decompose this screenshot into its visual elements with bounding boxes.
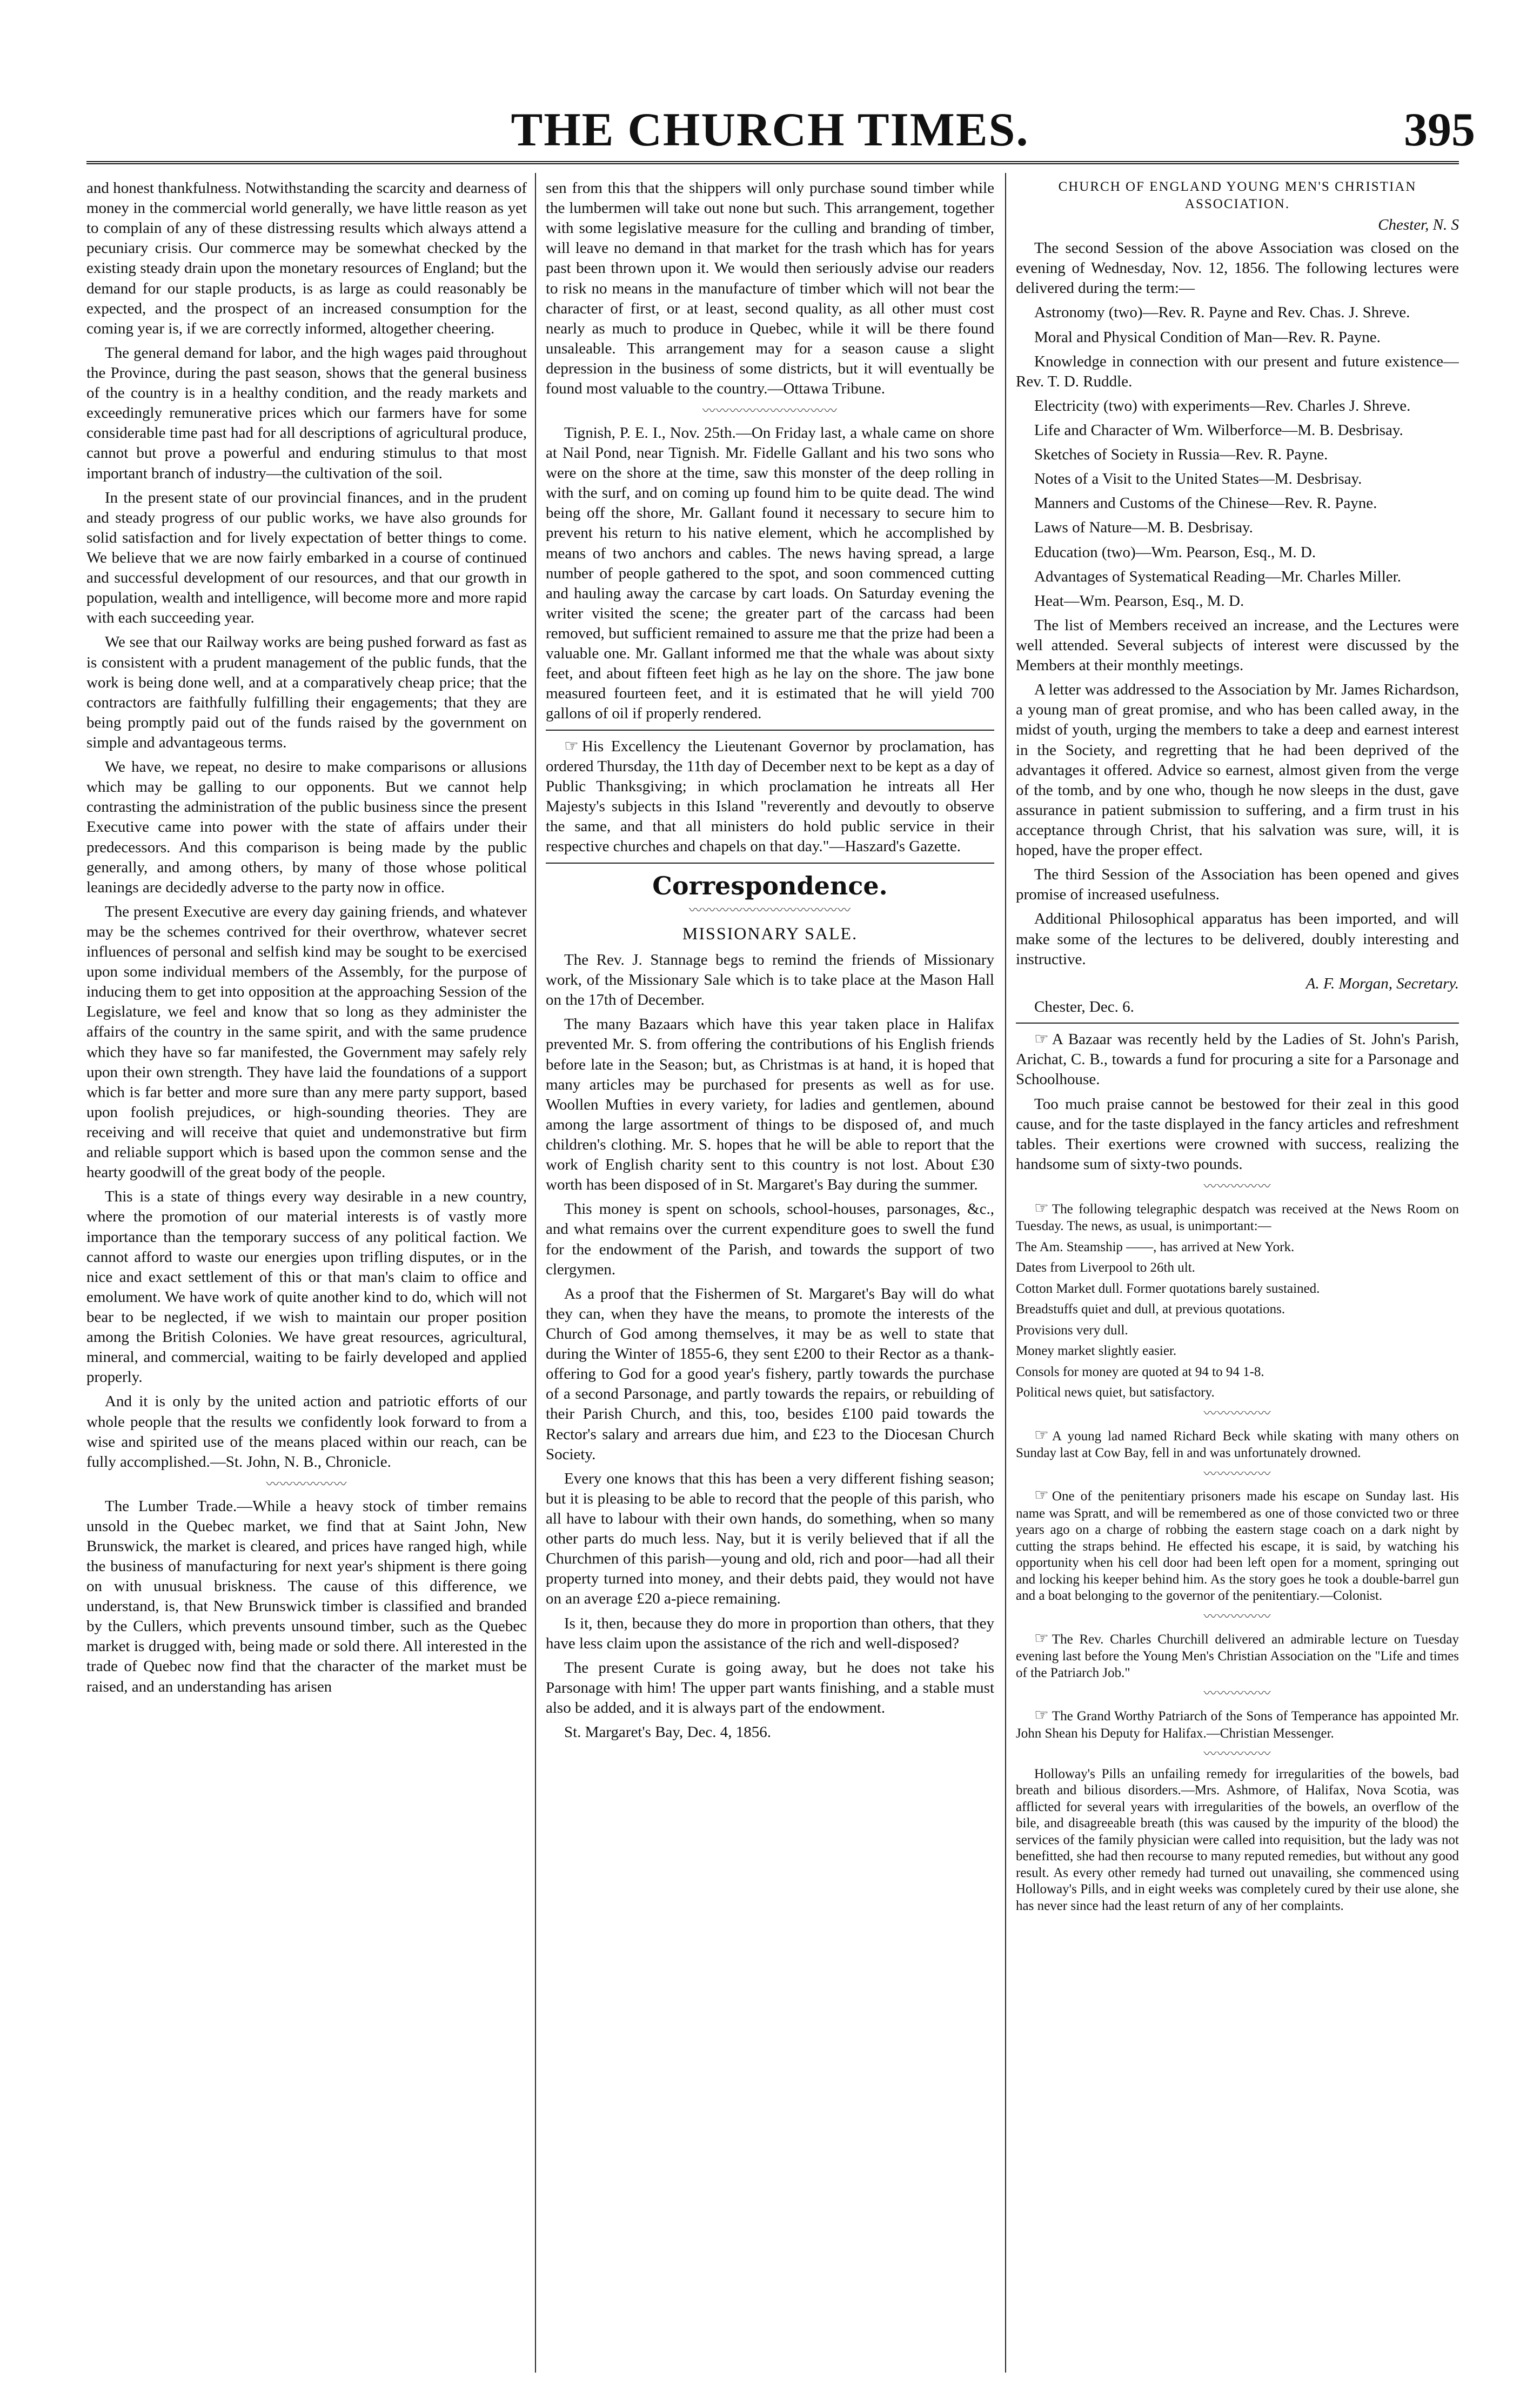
lecture-item: Sketches of Society in Russia—Rev. R. Payne. bbox=[1034, 446, 1328, 464]
signature: A. F. Morgan, Secretary. bbox=[1305, 974, 1459, 992]
article-heading: MISSIONARY SALE. bbox=[682, 924, 858, 944]
article-paragraph: The third Session of the Association has been opened and gives promise of increased usefulness. bbox=[1016, 866, 1459, 904]
article-paragraph: This money is spent on schools, school-houses, parsonages, &c., and what remains over the current expenditure goes to swell the fund for the endowment of the Parish, and towards the support of two clergymen. bbox=[546, 1200, 994, 1278]
article-text: The Rev. Charles Churchill delivered an admirable lecture on Tuesday evening last before the Young Men's Christian Association on the "Life and times of the Patriarch Job." bbox=[1016, 1632, 1459, 1680]
article-text: His Excellency the Lieutenant Governor by proclamation, has ordered Thursday, the 11th day of December next to be kept as a day of Public Thanksgiving; in which proclamation he intreats all Her Majesty's subjects in this Island "reverently and devoutly to observe the same, and that all ministers do hold public service in their respective churches and chapels on that day."—Haszard's Gazette. bbox=[546, 737, 994, 856]
header-rule bbox=[86, 161, 1459, 168]
section-title: Correspondence. bbox=[652, 871, 888, 900]
lecture-item: Manners and Customs of the Chinese—Rev. R. Payne. bbox=[1034, 495, 1377, 512]
news-briefs bbox=[1016, 1199, 1459, 1915]
article-paragraph bbox=[1016, 1706, 1459, 1742]
pointing-hand-icon: ☞ bbox=[1034, 1629, 1049, 1647]
article-paragraph: Is it, then, because they do more in proportion than others, that they have less claim upon the assistance of the rich and well-disposed? bbox=[546, 1614, 994, 1652]
divider-rule bbox=[1016, 1023, 1459, 1024]
article-heading: ASSOCIATION. bbox=[1184, 197, 1290, 211]
column-right bbox=[1016, 178, 1459, 2373]
article-paragraph: The general demand for labor, and the high wages paid throughout the Province, during the past season, shows that the general business of the country is in a healthy condition, and the ready markets and exceedingly remunerative prices which our farmers have for some considerable time past had for all descriptions of agricultural produce, cannot but prove a powerful and enduring stimulus to that most important branch of industry—the cultivation of the soil. bbox=[86, 344, 527, 482]
column-left bbox=[86, 178, 527, 2373]
news-line: Political news quiet, but satisfactory. bbox=[1016, 1385, 1215, 1400]
article-paragraph: The present Executive are every day gaining friends, and whatever may be the schemes contrived for their overthrow, whatever secret influences of personal and selfish kind may be sought to be exercised upon some individual members of the Assembly, for the purpose of inducing them to get into opposition at the approaching Session of the Legislature, we feel and know that so long as they administer the affairs of the country in the same spirit, and with the same prudence which they have so far manifested, the Government may safely rely upon their own strength. They have laid the foundations of a support which is far better and more sure than any mere party support, based upon foolish prejudices, or high-sounding theories. They are receiving and will receive that quiet and undemonstrative but firm and reliable support which is based upon the common sense and the hearty goodwill of the great body of the people. bbox=[86, 903, 527, 1181]
wavy-divider: 〰〰〰〰〰〰 bbox=[266, 1477, 347, 1492]
lecture-item: Moral and Physical Condition of Man—Rev. R. Payne. bbox=[1034, 328, 1381, 346]
article-text: One of the penitentiary prisoners made his escape on Sunday last. His name was Spratt, and will be remembered as one of those convicted two or three years ago on a charge of robbing the eastern stage coach on a dark night by cutting the straps behind. He effected his escape, it is said, by watching his opportunity when his cell door had been left open for a moment, springing out and locking his keeper behind him. As the story goes he took a double-barrel gun and a boat belonging to the governor of the penitentiary.—Colonist. bbox=[1016, 1489, 1459, 1604]
article-paragraph: Tignish, P. E. I., Nov. 25th.—On Friday last, a whale came on shore at Nail Pond, near Tignish. Mr. Fidelle Gallant and his two sons who were on the shore at the time, saw this monster of the deep rolling in with the surf, and on coming up found him to be quite dead. The wind being off the shore, Mr. Gallant found it necessary to secure him to prevent his return to his native element, which he accomplished by means of two anchors and cables. The news having spread, a large number of people gathered to the spot, and soon commenced cutting and hauling away the carcase by cart loads. On Saturday evening the writer visited the scene; the greater part of the carcass had been removed, but sufficient remained to assure me that the prize had been a valuable one. Mr. Gallant informed me that the whale was about sixty feet, and about fifteen feet high as he lay on the shore. The jaw bone measured fourteen feet, and it is estimated that he will yield 700 gallons of oil if properly rendered. bbox=[546, 424, 994, 723]
lecture-item: Electricity (two) with experiments—Rev. Charles J. Shreve. bbox=[1034, 397, 1411, 415]
article-paragraph: A letter was addressed to the Association by Mr. James Richardson, a young man of great promise, and who has been called away, in the midst of youth, urging the members to take a deep and earnest interest in the Society, and regretting that he had been deprived of the advantages it offered. Advice so earnest, almost given from the verge of the tomb, and by one who, though he now sleeps in the dust, gave assurance in patient submission to suffering, and a firm trust in his acceptance through Christ, that his salvation was sure, will, it is hoped, have the proper effect. bbox=[1016, 681, 1459, 859]
lecture-item: Education (two)—Wm. Pearson, Esq., M. D. bbox=[1034, 543, 1316, 561]
news-line: Dates from Liverpool to 26th ult. bbox=[1016, 1260, 1195, 1275]
wavy-divider: 〰〰〰〰〰〰〰〰〰〰 bbox=[702, 404, 838, 419]
lecture-item: Astronomy (two)—Rev. R. Payne and Rev. Chas. J. Shreve. bbox=[1034, 304, 1410, 322]
pointing-hand-icon: ☞ bbox=[1034, 1426, 1049, 1444]
article-paragraph: Additional Philosophical apparatus has been imported, and will make some of the lectures to be delivered, doubly interesting and instructive. bbox=[1016, 910, 1459, 968]
pointing-hand-icon: ☞ bbox=[564, 737, 579, 755]
article-signature: St. Margaret's Bay, Dec. 4, 1856. bbox=[564, 1723, 771, 1741]
wavy-divider: 〰〰〰〰〰 bbox=[1203, 1467, 1271, 1481]
lecture-item: Advantages of Systematical Reading—Mr. Charles Miller. bbox=[1034, 567, 1401, 585]
news-line: The Am. Steamship ——, has arrived at New York. bbox=[1016, 1239, 1295, 1254]
page-number: 395 bbox=[1404, 104, 1475, 156]
pointing-hand-icon: ☞ bbox=[1034, 1706, 1049, 1724]
lecture-item: Notes of a Visit to the United States—M. Desbrisay. bbox=[1034, 470, 1362, 488]
pointing-hand-icon: ☞ bbox=[1034, 1030, 1049, 1048]
article-paragraph: sen from this that the shippers will only purchase sound timber while the lumbermen will take out none but such. This arrangement, together with some legislative measure for the culling and branding of timber, will leave no demand in that market for the trash which has for years past been thrown upon it. We would then seriously advise our readers to risk no means in the manufacture of timber which will not bear the character of first, or at least, second quality, as all other must cost nearly as much to produce in Quebec, while it will be there found unsaleable. This arrangement may for a season cause a slight depression in the business of some districts, but it will eventually be found most valuable to the country.—Ottawa Tribune. bbox=[546, 179, 994, 398]
divider-rule bbox=[546, 730, 994, 731]
column-middle bbox=[546, 178, 994, 2373]
article-text: The following telegraphic despatch was received at the News Room on Tuesday. The news, as usual, is unimportant:— bbox=[1016, 1201, 1459, 1234]
pointing-hand-icon: ☞ bbox=[1034, 1199, 1049, 1217]
article-paragraph: In the present state of our provincial finances, and in the prudent and steady progress of our public works, we have also grounds for solid satisfaction and for lively expectation of better things to come. We believe that we are now fairly embarked in a course of continued and successful development of our resources, and that our growth in population, wealth and intelligence, will become more and more rapid with each succeeding year. bbox=[86, 489, 527, 627]
article-paragraph: The Lumber Trade.—While a heavy stock of timber remains unsold in the Quebec market, we find that at Saint John, New Brunswick, the market is cleared, and prices have ranged high, while the business of manufacturing for next year's shipment is there going on with unusual briskness. The cause of this difference, we understand, is, that New Brunswick timber is classified and branded by the Cullers, which prevents unsound timber, such as the Quebec market is drugged with, being made or sold there. All interested in the trade of Quebec now find that the character of the market must be raised, and an understanding has arisen bbox=[86, 1497, 527, 1695]
dateline: Chester, N. S bbox=[1378, 216, 1459, 233]
column-divider bbox=[535, 173, 536, 2373]
article-paragraph bbox=[1016, 1426, 1459, 1462]
article-paragraph bbox=[1016, 1486, 1459, 1605]
article-paragraph: The list of Members received an increase, and the Lectures were well attended. Several subjects of interest were discussed by the Members at their monthly meetings. bbox=[1016, 616, 1459, 674]
article-paragraph: The many Bazaars which have this year taken place in Halifax prevented Mr. S. from offering the contributions of his English friends before late in the Season; but, as Christmas is at hand, it is hoped that many articles may be purchased for presents as well as for use. Woollen Mufties in every variety, for ladies and gentlemen, abound among the large assortment of things to be disposed of, and much children's clothing. Mr. S. hopes that he will be able to report that the work of English charity sent to this country is not lost. About £30 worth has been disposed of in St. Margaret's Bay during the summer. bbox=[546, 1016, 994, 1194]
column-divider bbox=[1005, 173, 1006, 2373]
article-text: The Grand Worthy Patriarch of the Sons of Temperance has appointed Mr. John Shean his Deputy for Halifax.—Christian Messenger. bbox=[1016, 1708, 1459, 1741]
wavy-divider: 〰〰〰〰〰〰〰〰〰〰〰〰 bbox=[689, 904, 851, 918]
wavy-divider: 〰〰〰〰〰 bbox=[1203, 1406, 1271, 1421]
wavy-divider: 〰〰〰〰〰 bbox=[1203, 1609, 1271, 1624]
news-line: Consols for money are quoted at 94 to 94 1-8. bbox=[1016, 1364, 1264, 1379]
article-paragraph: This is a state of things every way desirable in a new country, where the promotion of our material interests is of vastly more importance than the temporary success of any political faction. We cannot afford to waste our energies upon trifling disputes, or in the nice and exact settlement of this or that man's claim to office and emolument. We have work of quite another kind to do, which will not bear to be neglected, if we wish to maintain our proper position among the British Colonies. We have great resources, agricultural, mineral, and commercial, waiting to be fairly developed and applied properly. bbox=[86, 1188, 527, 1386]
pointing-hand-icon: ☞ bbox=[1034, 1486, 1049, 1505]
article-paragraph: The Rev. J. Stannage begs to remind the friends of Missionary work, of the Missionary Sale which is to take place at the Mason Hall on the 17th of December. bbox=[546, 951, 994, 1009]
article-heading: CHURCH OF ENGLAND YOUNG MEN'S CHRISTIAN bbox=[1058, 179, 1417, 194]
news-line: Cotton Market dull. Former quotations barely sustained. bbox=[1016, 1281, 1320, 1296]
lecture-item: Knowledge in connection with our present and future existence—Rev. T. D. Ruddle. bbox=[1016, 352, 1459, 390]
divider-rule bbox=[546, 863, 994, 864]
article-paragraph bbox=[1016, 1629, 1459, 1682]
wavy-divider: 〰〰〰〰〰 bbox=[1203, 1747, 1271, 1762]
article-paragraph bbox=[546, 736, 994, 857]
wavy-divider: 〰〰〰〰〰 bbox=[1203, 1179, 1271, 1194]
signature-place: Chester, Dec. 6. bbox=[1034, 998, 1134, 1016]
lecture-item: Life and Character of Wm. Wilberforce—M. B. Desbrisay. bbox=[1034, 421, 1403, 439]
article-paragraph: The present Curate is going away, but he does not take his Parsonage with him! The upper part wants finishing, and a stable must also be added, and it is always part of the endowment. bbox=[546, 1659, 994, 1716]
article-paragraph: The second Session of the above Association was closed on the evening of Wednesday, Nov. 12, 1856. The following lectures were delivered during the term:— bbox=[1016, 239, 1459, 297]
article-paragraph: and honest thankfulness. Notwithstanding the scarcity and dearness of money in the commercial world generally, we have little reason as yet to complain of any of these distressing results which always attend a pecuniary crisis. Our commerce may be somewhat checked by the existing steady drain upon the monetary resources of England; but the demand for our staple products, is as large as could reasonably be expected, and the prospect of an increased consumption for the coming year is, if we are correctly informed, altogether cheering. bbox=[86, 179, 527, 337]
article-paragraph bbox=[1016, 1029, 1459, 1090]
news-line: Money market slightly easier. bbox=[1016, 1344, 1177, 1359]
article-paragraph: Every one knows that this has been a very different fishing season; but it is pleasing to be able to record that the people of this parish, who all have to labour with their own hands, do something, when so many other parts do much less. Nay, but it is verily believed that if all the Churchmen of this parish—young and old, rich and poor—had all their property turned into money, and their debts paid, they would not have on an average £20 a-piece remaining. bbox=[546, 1469, 994, 1608]
article-text: A young lad named Richard Beck while skating with many others on Sunday last at Cow Bay, fell in and was unfortunately drowned. bbox=[1016, 1428, 1459, 1461]
article-paragraph: And it is only by the united action and patriotic efforts of our whole people that the results we confidently look forward to from a wise and spirited use of the means placed within our reach, can be fully accomplished.—St. John, N. B., Chronicle. bbox=[86, 1393, 527, 1471]
news-line: Breadstuffs quiet and dull, at previous quotations. bbox=[1016, 1302, 1285, 1317]
article-paragraph bbox=[1016, 1199, 1459, 1235]
news-line: Provisions very dull. bbox=[1016, 1322, 1128, 1338]
article-text: A Bazaar was recently held by the Ladies of St. John's Parish, Arichat, C. B., towards a fund for procuring a site for a Parsonage and Schoolhouse. bbox=[1016, 1030, 1459, 1088]
article-paragraph: Too much praise cannot be bestowed for their zeal in this good cause, and for the taste displayed in the fancy articles and refreshment tables. Their exertions were crowned with success, realizing the handsome sum of sixty-two pounds. bbox=[1016, 1095, 1459, 1173]
masthead-title: THE CHURCH TIMES. bbox=[511, 104, 1029, 156]
article-paragraph: We see that our Railway works are being pushed forward as fast as is consistent with a prudent management of the public funds, that the work is being done well, and at a comparatively cheap price; that the contractors are faithfully fulfilling their engagements; that they are being promptly paid out of the funds raised by the government on simple and advantageous terms. bbox=[86, 633, 527, 751]
advertisement-paragraph: Holloway's Pills an unfailing remedy for irregularities of the bowels, bad breath and bilious disorders.—Mrs. Ashmore, of Halifax, Nova Scotia, was afflicted for several years with irregularities of the bowels, an overflow of the bile, and disagreeable breath (this was caused by the impurity of the blood) the services of the family physician were called into requisition, but the lady was not benefitted, she had then recourse to many reputed remedies, but without any good result. As every other remedy had turned out unavailing, she commenced using Holloway's Pills, and in eight weeks was completely cured by their use alone, she has never since had the least return of any of her complaints. bbox=[1016, 1766, 1459, 1913]
lecture-item: Laws of Nature—M. B. Desbrisay. bbox=[1034, 519, 1253, 537]
article-paragraph: We have, we repeat, no desire to make comparisons or allusions which may be galling to our opponents. But we cannot help contrasting the administration of the public business since the present Executive came into power with the state of affairs under their predecessors. And this comparison is being made by the public generally, and among others, by many of those whose political leanings are decidedly adverse to the party now in office. bbox=[86, 758, 527, 896]
lecture-item: Heat—Wm. Pearson, Esq., M. D. bbox=[1034, 592, 1244, 610]
wavy-divider: 〰〰〰〰〰 bbox=[1203, 1687, 1271, 1701]
article-paragraph: As a proof that the Fishermen of St. Margaret's Bay will do what they can, when they have the means, to promote the interests of the Church of God among themselves, it may be as well to state that during the Winter of 1855-6, they sent £200 to their Rector as a thank-offering to God for a good year's fishery, partly towards the purchase of a second Parsonage, and partly towards the repairs, or rebuilding of their Parish Church, and this, too, besides £100 paid towards the Rector's salary and arrears due him, and £23 to the Diocesan Church Society. bbox=[546, 1285, 994, 1463]
